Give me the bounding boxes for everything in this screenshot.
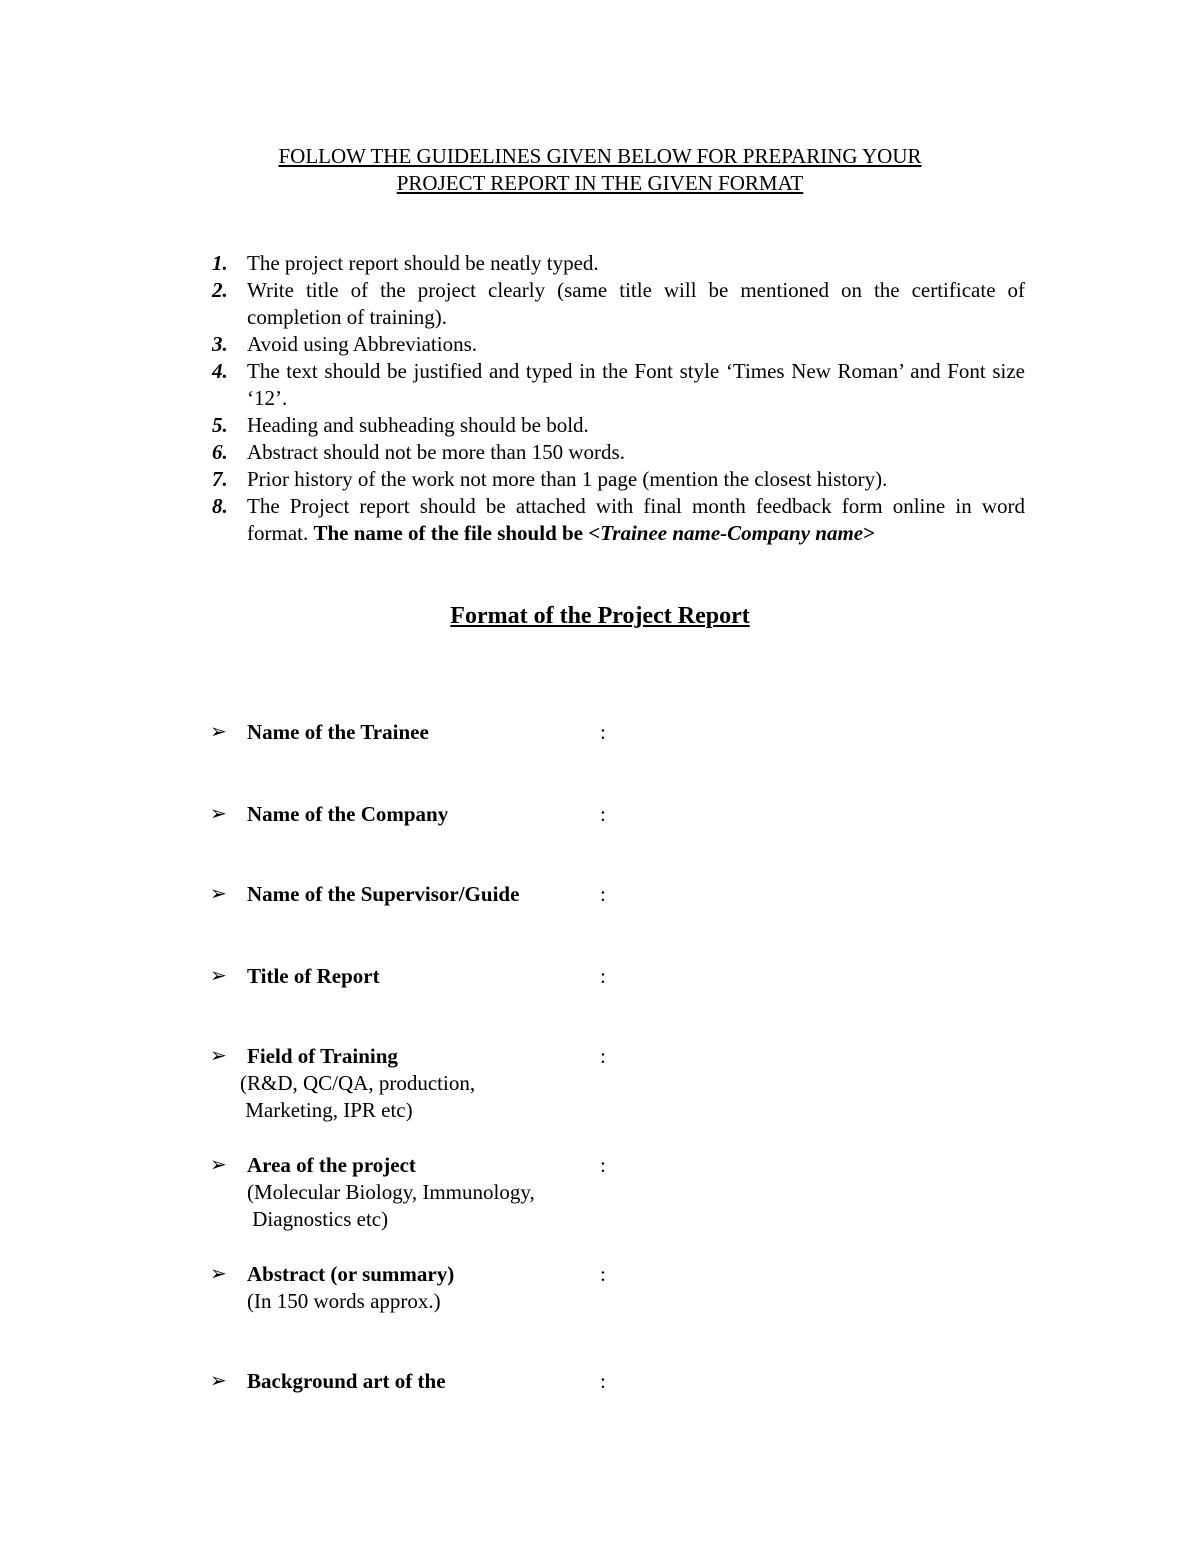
guideline-item bbox=[210, 412, 1025, 439]
field-colon: : bbox=[600, 1044, 606, 1068]
field-note: (Molecular Biology, Immunology, Diagnostics etc) bbox=[247, 1180, 535, 1231]
field-colon: : bbox=[600, 1153, 606, 1177]
guideline-item bbox=[210, 493, 1025, 547]
arrow-bullet-icon: ➢ bbox=[210, 721, 227, 743]
field-note: (In 150 words approx.) bbox=[247, 1289, 441, 1313]
field-colon: : bbox=[600, 1262, 606, 1286]
guideline-number: 1. bbox=[212, 251, 228, 275]
guidelines-heading-line-1: FOLLOW THE GUIDELINES GIVEN BELOW FOR PREPARING YOUR bbox=[278, 144, 922, 168]
format-title: Format of the Project Report bbox=[450, 603, 750, 629]
field-colon: : bbox=[600, 964, 606, 988]
guideline-item bbox=[210, 358, 1025, 412]
field-label: Name of the Trainee bbox=[247, 720, 429, 744]
guideline-item bbox=[210, 277, 1025, 331]
guideline-item bbox=[210, 466, 1025, 493]
guideline-item bbox=[210, 331, 1025, 358]
field-label: Name of the Supervisor/Guide bbox=[247, 882, 520, 906]
arrow-bullet-icon: ➢ bbox=[210, 883, 227, 905]
field-label: Title of Report bbox=[247, 964, 380, 988]
guideline-text: Avoid using Abbreviations. bbox=[247, 332, 478, 356]
guideline-item bbox=[210, 250, 1025, 277]
field-label: Abstract (or summary) bbox=[247, 1262, 455, 1286]
arrow-bullet-icon: ➢ bbox=[210, 1263, 227, 1285]
guideline-number: 4. bbox=[212, 359, 228, 383]
file-name-rule-end: > bbox=[863, 521, 876, 545]
field-colon: : bbox=[600, 802, 606, 826]
field-label: Background art of the bbox=[247, 1369, 446, 1393]
field-colon: : bbox=[600, 1369, 606, 1393]
arrow-bullet-icon: ➢ bbox=[210, 965, 227, 987]
guideline-text: Abstract should not be more than 150 words. bbox=[247, 440, 625, 464]
guideline-text: The Project report should be attached with final month feedback form online in word format. bbox=[247, 494, 1025, 545]
guideline-text: The project report should be neatly typed. bbox=[247, 251, 599, 275]
guideline-text: Prior history of the work not more than 1 page (mention the closest history). bbox=[247, 467, 888, 491]
guideline-number: 3. bbox=[212, 332, 228, 356]
guideline-number: 2. bbox=[212, 278, 228, 302]
field-colon: : bbox=[600, 882, 606, 906]
guideline-number: 6. bbox=[212, 440, 228, 464]
guideline-text: The text should be justified and typed in the Font style ‘Times New Roman’ and Font size ‘12’. bbox=[247, 359, 1025, 410]
guideline-number: 7. bbox=[212, 467, 228, 491]
guidelines-list bbox=[210, 250, 1025, 547]
guideline-number: 8. bbox=[212, 494, 228, 518]
arrow-bullet-icon: ➢ bbox=[210, 1370, 227, 1392]
file-name-rule: The name of the file should be < bbox=[313, 521, 601, 545]
guidelines-heading-line-2: PROJECT REPORT IN THE GIVEN FORMAT bbox=[396, 171, 804, 195]
field-label: Name of the Company bbox=[247, 802, 449, 826]
guideline-text: Heading and subheading should be bold. bbox=[247, 413, 589, 437]
guideline-text: Write title of the project clearly (same title will be mentioned on the certificate of completion of training). bbox=[247, 278, 1025, 329]
file-name-pattern: Trainee name-Company name bbox=[600, 521, 864, 545]
guideline-number: 5. bbox=[212, 413, 228, 437]
field-label: Field of Training bbox=[247, 1044, 398, 1068]
arrow-bullet-icon: ➢ bbox=[210, 1045, 227, 1067]
guideline-item bbox=[210, 439, 1025, 466]
arrow-bullet-icon: ➢ bbox=[210, 803, 227, 825]
field-label: Area of the project bbox=[247, 1153, 416, 1177]
field-note: (R&D, QC/QA, production, Marketing, IPR etc) bbox=[240, 1071, 476, 1122]
arrow-bullet-icon: ➢ bbox=[210, 1154, 227, 1176]
field-colon: : bbox=[600, 720, 606, 744]
